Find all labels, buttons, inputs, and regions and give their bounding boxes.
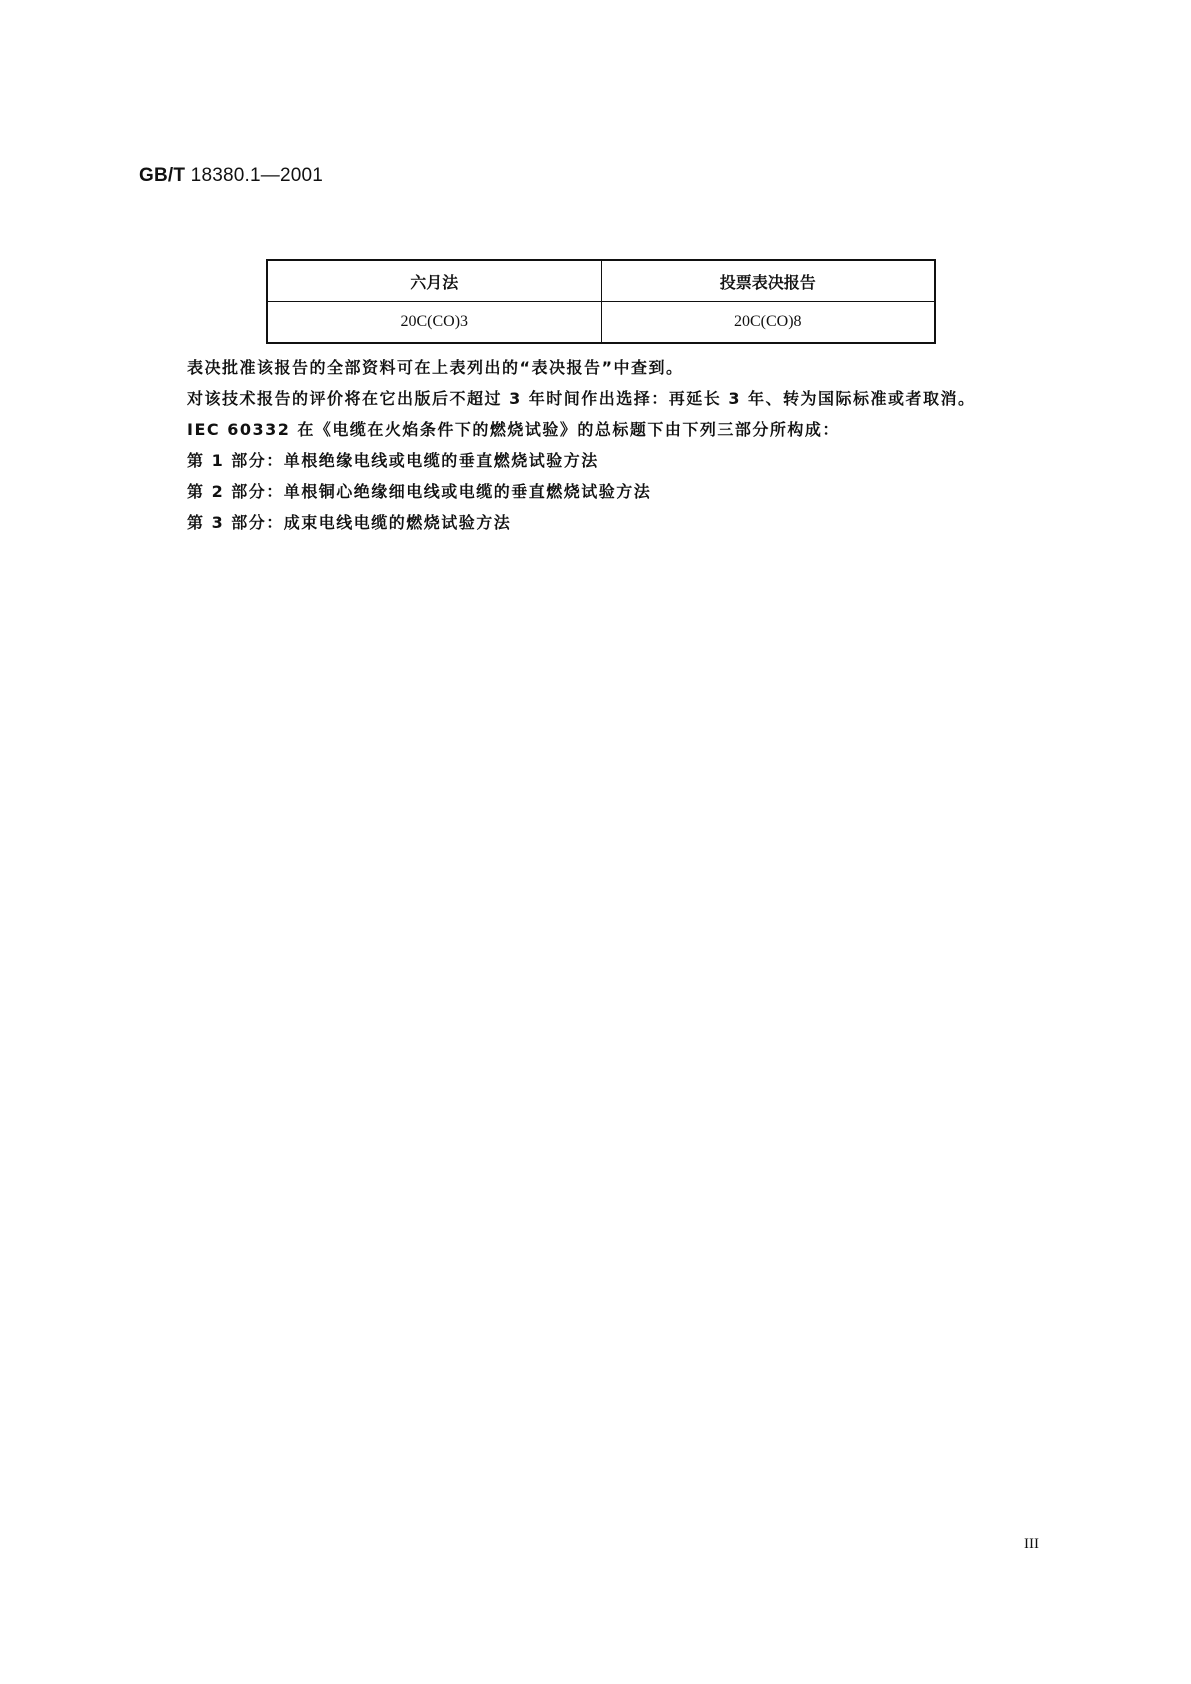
list-item: 第 2 部分：单根铜心绝缘细电线或电缆的垂直燃烧试验方法 — [187, 482, 652, 501]
list-item: 第 1 部分：单根绝缘电线或电缆的垂直燃烧试验方法 — [187, 451, 599, 470]
table-row — [267, 302, 935, 344]
table-header-cell: 投票表决报告 — [601, 260, 935, 302]
page-number: III — [1024, 1536, 1039, 1552]
paragraph: IEC 60332 在《电缆在火焰条件下的燃烧试验》的总标题下由下列三部分所构成： — [187, 420, 840, 439]
table-cell: 20C(CO)3 — [267, 302, 601, 344]
standard-number: 18380.1—2001 — [190, 165, 324, 186]
paragraph: 对该技术报告的评价将在它出版后不超过 3 年时间作出选择：再延长 3 年、转为国际标准或者取消。 — [187, 389, 976, 408]
list-item: 第 3 部分：成束电线电缆的燃烧试验方法 — [187, 513, 512, 532]
paragraph: 表决批准该报告的全部资料可在上表列出的“表决报告”中查到。 — [187, 358, 684, 377]
body-text — [139, 352, 1064, 538]
table-header-cell: 六月法 — [267, 260, 601, 302]
standard-number-header — [139, 165, 323, 187]
table-header-row — [267, 260, 935, 302]
table-cell: 20C(CO)8 — [601, 302, 935, 344]
standard-prefix: GB/T — [139, 165, 186, 186]
vote-table — [266, 259, 936, 344]
